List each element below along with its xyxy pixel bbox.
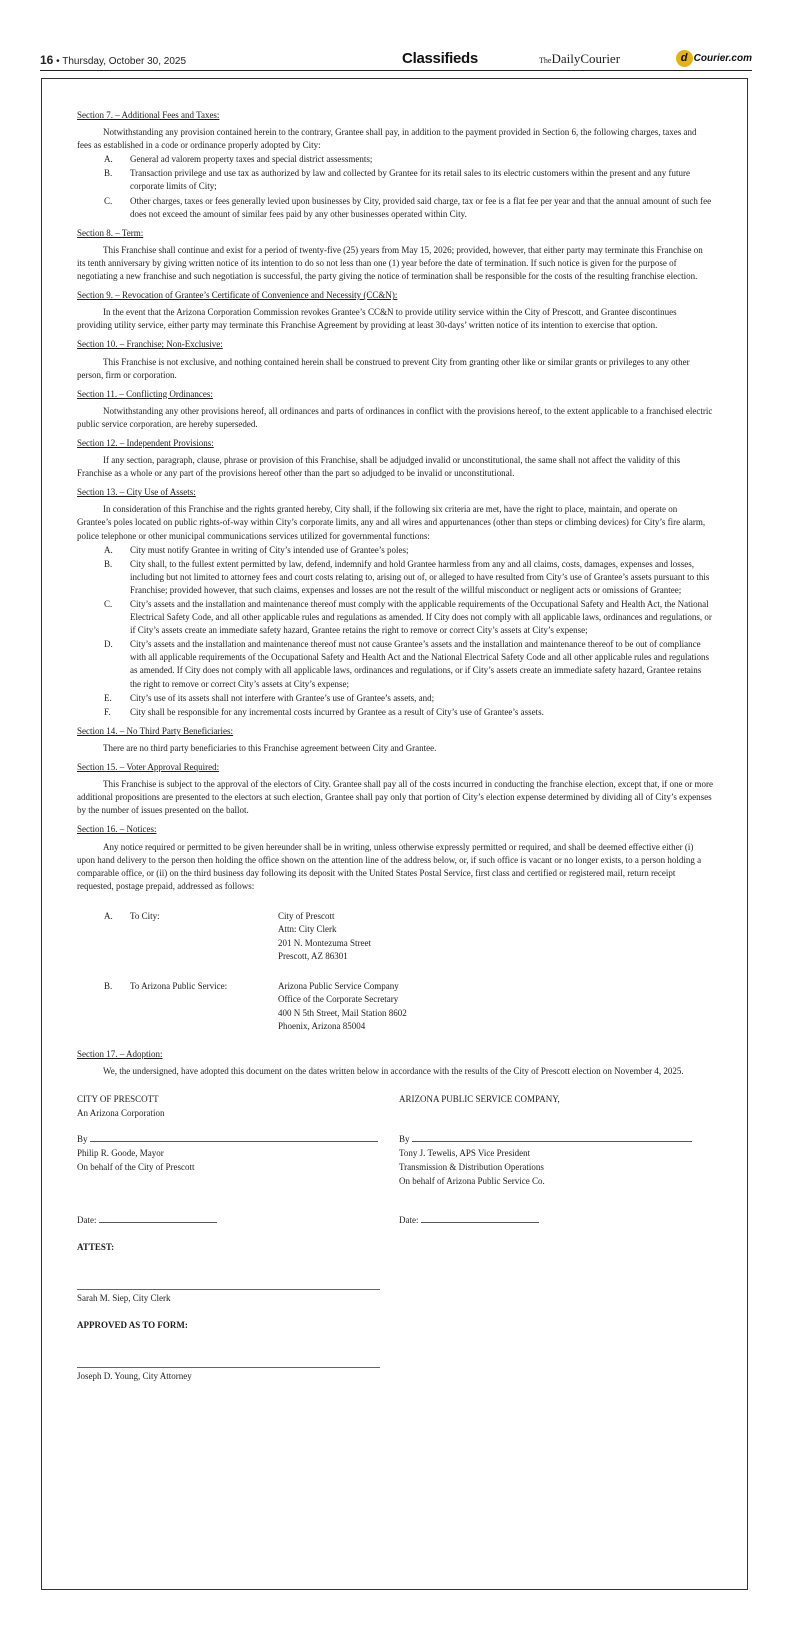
header-separator: • (56, 56, 60, 67)
section-paragraph: In the event that the Arizona Corporation Commission revokes Grantee’s CC&N to provide utility service within the City of Prescott, and Grantee discontinues providing utility service, either party may terminate this Franchise Agreement by providing at least 30-days’ written notice of its intention to exercise that option. (77, 307, 677, 331)
section-title: Section 11. – Conflicting Ordinances: (77, 388, 213, 399)
section-title: Section 14. – No Third Party Beneficiaries: (77, 725, 234, 736)
attorney-name: Joseph D. Young, City Attorney (77, 1371, 192, 1382)
list-item-letter: A. (104, 154, 113, 165)
list-item-letter: B. (104, 558, 113, 569)
address-line: City of Prescott (278, 910, 335, 921)
list-item-text: Transaction privilege and use tax as authorized by law and collected by Grantee for its retail sales to its electric customers within the present and any future corporate limits of City; (130, 168, 690, 192)
section-title: Section 17. – Adoption: (77, 1048, 163, 1059)
section-paragraph: Any notice required or permitted to be given hereunder shall be in writing, unless otherwise expressly permitted or required, and shall be deemed effective either (i) upon hand delivery to the person then holding the office shown on the attention line of the address below, or, if such office is vacant or no longer exists, to a person holding a comparable office, or (ii) on the third business day following its deposit with the United States Postal Service, first class and certified or registered mail, return receipt requested, postage prepaid, addressed as follows: (77, 841, 702, 891)
list-item-letter: C. (104, 195, 113, 206)
attest-label: ATTEST: (77, 1242, 115, 1253)
address-line: 400 N 5th Street, Mail Station 8602 (278, 1007, 407, 1018)
clerk-name: Sarah M. Siep, City Clerk (77, 1293, 171, 1304)
section-paragraph: This Franchise shall continue and exist for a period of twenty-five (25) years from May 15, 2026; provided, however, that either party may terminate this Franchise on its tenth anniversary by giving written notice of its intention to do so not less than one (1) year before the date of termination. If such notice is given for the purpose of negotiating a new franchise and such negotiation is successful, the party giving the notice of termination shall be responsible for the costs of the resulting franchise election. (77, 244, 703, 282)
date-label: Date: (77, 1215, 97, 1226)
address-line: Phoenix, Arizona 85004 (278, 1021, 366, 1032)
list-item-letter: B. (104, 168, 113, 179)
list-item (77, 195, 713, 221)
aps-signer-dept: Transmission & Distribution Operations (399, 1162, 544, 1173)
city-signature-block (77, 1092, 399, 1120)
signature-lines (77, 1132, 713, 1188)
page-number: 16 (40, 53, 54, 67)
list-item (77, 706, 713, 719)
date-label: Date: (399, 1215, 419, 1226)
section-paragraph: If any section, paragraph, clause, phrase or provision of this Franchise, shall be adjudged invalid or unconstitutional, the same shall not affect the validity of this Franchise as a whole or any part of the provisions hereof other than the part so adjudged to be invalid or unconstitutional. (77, 455, 681, 479)
address-entry (77, 910, 713, 964)
address-line: Attn: City Clerk (278, 924, 337, 935)
logo-text: Courier.com (693, 53, 752, 64)
address-line: 201 N. Montezuma Street (278, 937, 371, 948)
list-item-letter: F. (104, 706, 111, 717)
list-item-letter: E. (104, 692, 112, 703)
legal-notice-content (77, 109, 713, 1383)
attorney-signature-line (77, 1367, 380, 1368)
date-lines (77, 1213, 713, 1227)
aps-date (399, 1213, 721, 1227)
aps-signer-behalf: On behalf of Arizona Public Service Co. (399, 1176, 545, 1187)
signature-blank (412, 1133, 692, 1142)
section-paragraph: There are no third party beneficiaries to this Franchise agreement between City and Grantee. (103, 742, 437, 753)
list-item-text: City’s assets and the installation and maintenance thereof must comply with the applicable requirements of the Occupational Safety and Health Act, the National Electrical Safety Code, and all other applicable rules and regulations as amended. If City does not comply with all applicable laws, ordinances and regulations, or if City’s assets create an immediate safety hazard, Grantee retains the right to remove or correct City’s assets at City’s expense; (130, 599, 712, 636)
section-title: Section 10. – Franchise; Non-Exclusive: (77, 339, 223, 350)
aps-signer (399, 1132, 721, 1188)
city-signer (77, 1132, 399, 1188)
mayor-behalf: On behalf of the City of Prescott (77, 1162, 195, 1173)
section-paragraph: This Franchise is not exclusive, and nothing contained herein shall be construed to prevent City from granting other like or similar grants or privileges to any other person, firm or corporation. (77, 356, 690, 380)
list-item-letter: A. (104, 544, 113, 555)
list-item (77, 558, 713, 597)
section-paragraph: We, the undersigned, have adopted this document on the dates written below in accordance with the results of the City of Prescott election on November 4, 2025. (103, 1065, 684, 1076)
section-paragraph: Notwithstanding any other provisions hereof, all ordinances and parts of ordinances in conflict with the provisions hereof, to the extent applicable to a franchised electric public service corporation, are hereby superseded. (77, 405, 713, 429)
address-line: Arizona Public Service Company (278, 980, 399, 991)
sections-container (77, 109, 713, 893)
list-item-text: City must notify Grantee in writing of City’s intended use of Grantee’s poles; (130, 544, 409, 555)
paper-title: DailyCourier (551, 51, 621, 66)
date-blank (99, 1214, 217, 1223)
list-item (77, 544, 713, 557)
list-item-text: Other charges, taxes or fees generally levied upon businesses by City, provided said charge, tax or fee is a flat fee per year and that the annual amount of such fee does not exceed the amount of similar fees paid by any other businesses operated within City. (130, 195, 712, 219)
signature-orgs (77, 1092, 713, 1120)
address-letter: B. (104, 980, 113, 991)
list-item-text: General ad valorem property taxes and special district assessments; (130, 154, 373, 165)
list-item (77, 638, 713, 690)
aps-signer-name: Tony J. Tewelis, APS Vice President (399, 1148, 531, 1159)
header-date: Thursday, October 30, 2025 (62, 56, 187, 67)
section-title: Section 12. – Independent Provisions: (77, 437, 214, 448)
address-entry (77, 980, 713, 1034)
address-letter: A. (104, 910, 113, 921)
date-blank (421, 1214, 539, 1223)
dcourier-logo (676, 50, 752, 67)
address-line: Prescott, AZ 86301 (278, 951, 348, 962)
paper-name (539, 51, 620, 67)
city-org-sub: An Arizona Corporation (77, 1108, 165, 1119)
aps-org-name: ARIZONA PUBLIC SERVICE COMPANY, (399, 1094, 560, 1105)
section-title: Section 9. – Revocation of Grantee’s Certificate of Convenience and Necessity (CC&N): (77, 290, 398, 301)
section-name: Classifieds (402, 50, 478, 67)
by-label: By (399, 1134, 410, 1145)
list-item (77, 692, 713, 705)
section-title: Section 16. – Notices: (77, 824, 157, 835)
logo-circle-icon: d (676, 50, 693, 67)
section-title: Section 15. – Voter Approval Required: (77, 762, 220, 773)
page-header (40, 50, 752, 71)
list-item-text: City’s use of its assets shall not interfere with Grantee’s use of Grantee’s assets, and; (130, 692, 435, 703)
mayor-name: Philip R. Goode, Mayor (77, 1148, 164, 1159)
clerk-signature-line (77, 1289, 380, 1290)
approved-label: APPROVED AS TO FORM: (77, 1320, 188, 1331)
list-item (77, 167, 713, 193)
section-paragraph: In consideration of this Franchise and the rights granted hereby, City shall, if the following six criteria are met, have the right to place, maintain, and operate on Grantee’s poles located on public rights-of-way within City’s corporate limits, any and all wires and appurtenances (other than steps or climbing devices) for City’s fire alarm, police telephone or other municipal communications services utilized for governmental functions: (77, 504, 706, 541)
list-item-letter: D. (104, 639, 113, 650)
section-title: Section 8. – Term: (77, 227, 144, 238)
address-lines (278, 980, 407, 1034)
section-paragraph: This Franchise is subject to the approval of the electors of City. Grantee shall pay all of the costs incurred in conducting the franchise election, except that, if one or more additional propositions are presented to the electors at such election, Grantee shall pay only that portion of City’s election expense determined by dividing all of City’s expenses by the number of issues presented on the ballot. (77, 779, 713, 816)
list-item (77, 598, 713, 637)
list-item-text: City shall, to the fullest extent permitted by law, defend, indemnify and hold Grantee harmless from any and all claims, costs, damages, expenses and losses, including but not limited to attorney fees and court costs relating to, arising out of, or alleged to have resulted from City’s use of Grantee’s assets pursuant to this Franchise; provided however, that such claims, expenses and losses are not the result of the willful misconduct or negligent acts or omissions of Grantee; (130, 558, 710, 595)
address-recipient: To City: (130, 910, 160, 921)
section-title: Section 13. – City Use of Assets: (77, 487, 196, 498)
city-org-name: CITY OF PRESCOTT (77, 1094, 159, 1105)
address-recipient: To Arizona Public Service: (130, 980, 228, 991)
list-item-text: City shall be responsible for any incremental costs incurred by Grantee as a result of City’s use of Grantee’s assets. (130, 706, 544, 717)
city-date (77, 1213, 399, 1227)
address-line: Office of the Corporate Secretary (278, 994, 399, 1005)
header-page-info (40, 53, 186, 67)
section-paragraph: Notwithstanding any provision contained herein to the contrary, Grantee shall pay, in addition to the payment provided in Section 6, the following charges, taxes and fees as established in a code or ordinance properly adopted by City: (77, 127, 697, 151)
list-item-letter: C. (104, 599, 113, 609)
list-item (77, 153, 713, 166)
aps-signature-block (399, 1092, 721, 1120)
addresses-block (77, 910, 713, 1034)
signature-blank (90, 1133, 378, 1142)
address-lines (278, 910, 371, 964)
by-label: By (77, 1134, 88, 1145)
list-item-text: City’s assets and the installation and maintenance thereof must not cause Grantee’s assets and the installation and maintenance thereof to be out of compliance with all applicable requirements of the Occupational Safety and Health Act and the National Electrical Safety Code and all other applicable rules and regulations as amended. If City does not comply with all applicable laws, ordinances and regulations, or if City’s assets create an immediate safety hazard, Grantee retains the right to remove or correct City’s assets at City’s expense; (130, 639, 710, 689)
section-title: Section 7. – Additional Fees and Taxes: (77, 110, 220, 120)
paper-prefix: The (539, 56, 552, 65)
